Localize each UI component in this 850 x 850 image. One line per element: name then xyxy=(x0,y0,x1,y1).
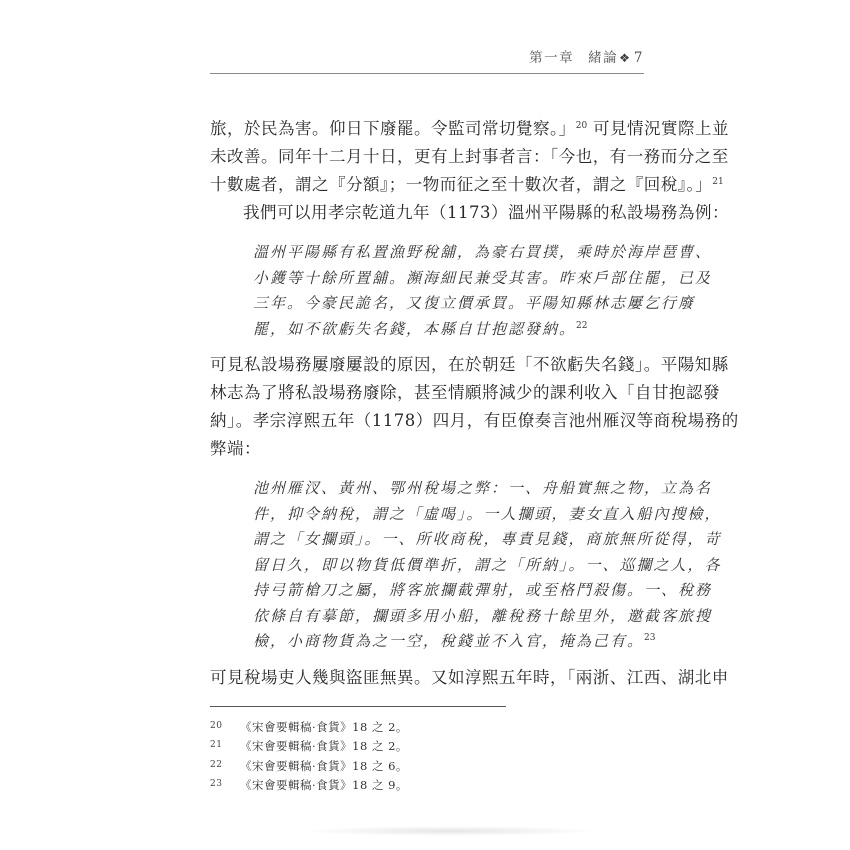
running-header xyxy=(210,46,644,74)
footnote-ref: 22 xyxy=(576,320,588,331)
text-line: 留日久，即以物貨低價準折，謂之「所納」。一、巡攔之人，各 xyxy=(253,555,722,574)
footnote-text: 《宋會要輯稿·食貨》18 之 2。 xyxy=(240,739,408,753)
footnote-number: 21 xyxy=(210,740,223,750)
footnote-number: 22 xyxy=(210,759,223,770)
footnote-ref: 20 xyxy=(575,121,588,131)
paragraph xyxy=(210,664,729,692)
page-number: 7 xyxy=(633,50,644,66)
text-line: 件，抑令納稅，謂之「虛喝」。一人攔頭，妻女直入船內搜檢， xyxy=(253,504,722,523)
text-line: 檢，小商物貨為之一空，稅錢並不入官，掩為己有。$^{23}$ xyxy=(253,632,656,650)
chapter-label: 第一章 xyxy=(529,50,575,66)
footnotes xyxy=(210,717,644,795)
diamond-ornament-icon: ❖ xyxy=(619,51,630,65)
text-line: 依條自有摹節，攔頭多用小船，離稅務十餘里外，邀截客旅搜 xyxy=(253,606,713,625)
footnote-number: 23 xyxy=(210,779,223,789)
footnote-divider xyxy=(210,706,506,707)
text-line: 三年。今豪民詭名，又復立價承買。平陽知縣林志屢乞行廢 xyxy=(253,294,696,312)
footnote-ref: 21 xyxy=(712,177,724,187)
text-line: 謂之「女攔頭」。一、所收商稅，專責見錢，商旅無所從得，苛 xyxy=(253,530,722,548)
text-line: 弊端： xyxy=(210,439,261,458)
footnote-item xyxy=(210,775,644,795)
text-line: 未改善。同年十二月十日，更有上封事者言：「今也，有一務而分之至 xyxy=(210,147,729,166)
text-line: 可見私設場務屢廢屢設的原因，在於朝廷「不欲虧失名錢」。平陽知縣 xyxy=(210,355,729,374)
paragraph xyxy=(210,115,729,199)
paragraph xyxy=(210,199,729,227)
footnote-text: 《宋會要輯稿·食貨》18 之 6。 xyxy=(240,758,408,773)
text-line: 池州雁汊、黃州、鄂州稅場之弊：一、舟船實無之物，立為名 xyxy=(253,479,713,497)
page-scan-shadow xyxy=(300,826,600,836)
footnote-item xyxy=(210,736,644,756)
footnote-item xyxy=(210,756,644,776)
footnote-ref: 23 xyxy=(644,633,656,643)
text-line: 可見稅場吏人幾與盜匪無異。又如淳熙五年時，「兩浙、江西、湖北申 xyxy=(210,667,729,687)
text-line: 持弓箭槍刀之屬，將客旅攔截彈射，或至格鬥殺傷。一、稅務 xyxy=(253,581,713,599)
text-line: 我們可以用孝宗乾道九年（1173）溫州平陽縣的私設場務為例： xyxy=(243,203,729,222)
text-line: 林志為了將私設場務廢除，甚至情願將減少的課利收入「自甘抱認發 xyxy=(210,383,720,402)
footnote-text: 《宋會要輯稿·食貨》18 之 9。 xyxy=(240,778,408,792)
block-quote xyxy=(210,240,713,342)
text-line: 罷，如不欲虧失名錢，本縣自甘抱認發納。$^{22}$ xyxy=(253,319,588,338)
page-content xyxy=(210,0,739,795)
footnote-number: 20 xyxy=(210,720,223,731)
section-title: 緒論 xyxy=(588,50,619,66)
text-line: 小鑊等十餘所置舖。瀕海細民兼受其害。昨來戶部住罷，已及 xyxy=(253,268,713,287)
body-text xyxy=(210,115,739,692)
text-line: 旅，於民為害。仰日下廢罷。令監司常切覺察。」$^{20}$ 可見情況實際上並 xyxy=(210,119,729,138)
text-line: 納」。孝宗淳熙五年（1178）四月，有臣僚奏言池州雁汊等商稅場務的 xyxy=(210,411,739,430)
footnote-item xyxy=(210,717,644,737)
paragraph xyxy=(210,351,739,463)
text-line: 十數處者，謂之『分額』；一物而征之至十數次者，謂之『回稅』。」$^{21}$ xyxy=(210,175,724,194)
block-quote xyxy=(210,476,722,655)
text-line: 溫州平陽縣有私置漁野稅舖，為豪右買撲，乘時於海岸琶曹、 xyxy=(253,243,713,261)
footnote-text: 《宋會要輯稿·食貨》18 之 2。 xyxy=(240,719,408,734)
